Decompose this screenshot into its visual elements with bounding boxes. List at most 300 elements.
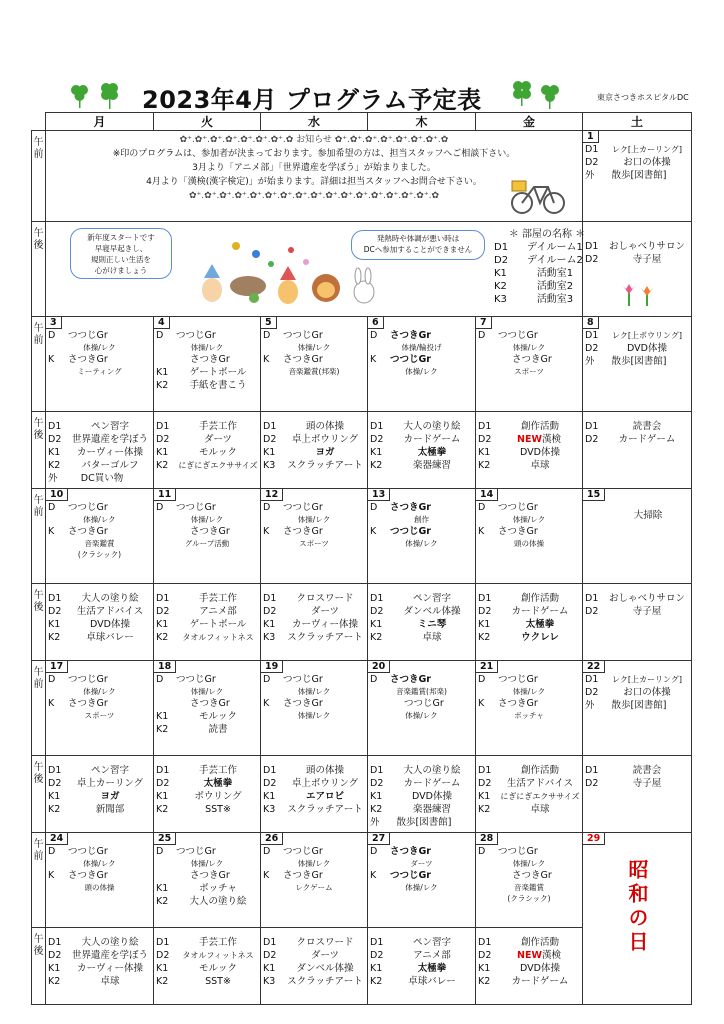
activity-line: K1 エアロビ (263, 791, 344, 802)
day-number: 21 (476, 661, 498, 673)
day-pm-cell (261, 412, 368, 489)
activity-line: 大掃除 (633, 510, 663, 521)
weekday-fri: 金 (476, 113, 583, 131)
activity-detail: 音楽鑑賞 (514, 883, 544, 892)
group-line: さつきGr (190, 870, 230, 881)
group-line: K さつきGr (48, 354, 108, 365)
activity-line: D2 寺子屋 (585, 778, 662, 789)
activity-line: D2 アニメ部 (156, 606, 237, 617)
activity-detail: 体操/レク (190, 343, 224, 352)
activity-name: 漢検 (541, 434, 561, 445)
day-pm-cell (476, 584, 583, 661)
activity-detail: 頭の体操 (514, 539, 544, 548)
activity-line: K1 太極拳 (478, 619, 555, 630)
day-number: 8 (583, 317, 599, 329)
activity-line: K3 スクラッチアート (263, 976, 363, 987)
group-line: K つつじGr (370, 870, 431, 881)
activity-detail: 体操/輪投げ (401, 343, 442, 352)
speech-bubble-right: 発熱時や体調が悪い時は DCへ参加することができません (351, 230, 485, 260)
activity-line: K1 DVD体操 (478, 447, 560, 458)
day-am-cell (154, 833, 261, 928)
activity-line: K2 新聞部 (48, 804, 125, 815)
side-am: 午 前 (32, 833, 46, 928)
day-am-cell (261, 833, 368, 928)
activity-line: K2 にぎにぎエクササイズ (156, 460, 258, 471)
notice-line1: ※印のプログラムは、参加者が決まっております。参加希望の方は、担当スタッフへご相談下さい。 (112, 149, 516, 159)
activity-line: D2 ダーツ (156, 434, 233, 445)
group-line: K さつきGr (263, 870, 323, 881)
tulip-icon (619, 282, 659, 306)
activity-line: K3 スクラッチアート (263, 632, 363, 643)
activity-line: D2 世界遺産を学ぼう (48, 950, 148, 961)
activity-line: K1 太極拳 (370, 447, 447, 458)
activity-line: D1 おしゃべりサロン (585, 241, 685, 252)
activity-line: K1 カーヴィー体操 (263, 619, 358, 630)
activity-line: D2 カードゲーム (585, 434, 676, 445)
group-line: さつきGr (512, 870, 552, 881)
group-line: K さつきGr (263, 526, 323, 537)
day-number: 6 (368, 317, 384, 329)
day-pm-cell (261, 584, 368, 661)
activity-line: K2 SST※ (156, 804, 231, 815)
day-am-cell (46, 489, 154, 584)
activity-line: K3 スクラッチアート (263, 804, 363, 815)
activity-line: D1 創作活動 (478, 765, 559, 776)
day-am-cell (476, 317, 583, 412)
activity-line: D1 大人の塗り絵 (48, 593, 139, 604)
group-line: さつきGr (190, 526, 230, 537)
activity-line: K2 手紙を書こう (156, 380, 247, 391)
activity-line: K2 卓球バレー (48, 632, 134, 643)
activity-line: D2 ダンベル体操 (370, 606, 461, 617)
group-line: D つつじGr (478, 502, 538, 513)
activity-line: K1 カーヴィー体操 (48, 447, 143, 458)
day-number: 13 (368, 489, 390, 501)
group-line: D つつじGr (156, 502, 216, 513)
activity-line: D1 レク[上ボウリング] (585, 330, 682, 341)
speech-bubble-left: 新年度スタートです 早寝早起きし、 規則正しい生活を 心がけましょう (70, 228, 172, 279)
group-line: D つつじGr (263, 674, 323, 685)
group-line: K さつきGr (478, 698, 538, 709)
activity-detail: 体操/レク (512, 687, 546, 696)
room-item: D1 デイルーム1 (494, 242, 583, 253)
side-pm: 午 後 (32, 412, 46, 489)
activity-detail: 体操/レク (297, 687, 331, 696)
activity-detail: 体操/レク (512, 515, 546, 524)
activity-detail: スポーツ (84, 711, 115, 720)
weekday-thu: 木 (368, 113, 476, 131)
group-line: D つつじGr (478, 674, 538, 685)
activity-line: D2 生活アドバイス (478, 778, 574, 789)
schedule-table (31, 112, 692, 1005)
weekday-tue: 火 (154, 113, 261, 131)
org-name: 東京さつきホスピタルDC (597, 93, 689, 102)
side-pm: 午 後 (32, 756, 46, 833)
activity-line: 外 散歩[図書館] (370, 817, 452, 828)
activity-line: D1 創作活動 (478, 937, 559, 948)
day-number: 24 (46, 833, 68, 845)
activity-detail: 体操/レク (190, 687, 224, 696)
activity-line: D2 ダーツ (263, 606, 340, 617)
activity-line: D2 アニメ部 (370, 950, 451, 961)
side-pm: 午 後 (32, 584, 46, 661)
weekday-wed: 水 (261, 113, 368, 131)
activity-line: K2 卓球 (478, 460, 550, 471)
activity-line: K1 ミニ琴 (370, 619, 447, 630)
room-item: K3 活動室3 (494, 294, 574, 305)
clover-icon (512, 78, 564, 110)
day-pm-cell (368, 756, 476, 833)
activity-detail: 体操/レク (83, 515, 116, 524)
activity-detail: 体操/レク (405, 367, 438, 376)
activity-line: 外 散歩[図書館] (585, 170, 667, 181)
activity-detail: 体操/レク (297, 343, 331, 352)
activity-line: K2 楽器練習 (370, 460, 451, 471)
day-number: 1 (583, 131, 599, 143)
day-pm-cell (368, 584, 476, 661)
activity-line: K2 卓球 (48, 976, 120, 987)
group-line: K さつきGr (48, 870, 108, 881)
group-line: K つつじGr (370, 526, 431, 537)
activity-line: K1 DVD体操 (48, 619, 130, 630)
notice-line3: 4月より「漢検(漢字検定)」が始まります。詳細は担当スタッフへお問合せ下さい。 (146, 177, 482, 187)
activity-line: D1 ペン習字 (48, 765, 129, 776)
side-am: 午 前 (32, 131, 46, 222)
day-am-cell (476, 833, 583, 928)
day-number: 26 (261, 833, 283, 845)
room-item: D2 デイルーム2 (494, 255, 583, 266)
activity-line: K1 モルック (156, 963, 237, 974)
day-number: 18 (154, 661, 176, 673)
week-am-row (32, 317, 692, 412)
activity-line: D2 NEW漢検 (478, 950, 561, 961)
side-pm: 午 後 (32, 928, 46, 1005)
activity-line: D1 ペン習字 (370, 937, 451, 948)
day-pm-cell (154, 928, 261, 1005)
day-number: 3 (46, 317, 62, 329)
animals-illustration (196, 242, 386, 308)
group-line: さつきGr (190, 698, 230, 709)
activity-line: K1 ヨガ (263, 447, 335, 458)
day-am-cell (154, 317, 261, 412)
activity-line: D2 NEW漢検 (478, 434, 561, 445)
activity-line: D2 寺子屋 (585, 254, 662, 265)
day-number: 10 (46, 489, 68, 501)
activity-detail: 体操/レク (83, 343, 116, 352)
illustration-area (46, 222, 586, 317)
activity-detail: 音楽鑑賞(邦楽) (396, 687, 447, 696)
day-number: 22 (583, 661, 605, 673)
group-line: D つつじGr (263, 846, 323, 857)
day-am-cell (154, 661, 261, 756)
day-am-cell (368, 489, 476, 584)
day-pm-cell (583, 756, 692, 833)
group-line: D さつきGr (370, 502, 431, 513)
day-pm-cell (46, 756, 154, 833)
day-number: 4 (154, 317, 170, 329)
day-pm-cell (583, 412, 692, 489)
activity-line: D1 レク[上カーリング] (585, 674, 682, 685)
day-number: 17 (46, 661, 68, 673)
activity-detail: 音楽鑑賞 (84, 539, 115, 548)
group-line: D つつじGr (48, 674, 108, 685)
side-am: 午 前 (32, 661, 46, 756)
activity-detail: ボッチャ (514, 711, 544, 720)
day-pm-cell (583, 584, 692, 661)
day-number: 20 (368, 661, 390, 673)
activity-detail: ダーツ (410, 859, 433, 868)
activity-line: D1 大人の塗り絵 (370, 421, 461, 432)
activity-line: D2 卓上ボウリング (263, 434, 359, 445)
group-line: つつじGr (404, 698, 444, 709)
day-pm-cell (476, 928, 583, 1005)
activity-detail: 音楽鑑賞(邦楽) (288, 367, 340, 376)
activity-detail: 体操/レク (405, 883, 438, 892)
activity-line: D2 世界遺産を学ぼう (48, 434, 148, 445)
activity-line: D2 お口の体操 (585, 157, 671, 168)
activity-line: D1 レク[上カーリング] (585, 144, 682, 155)
activity-line: D1 創作活動 (478, 593, 559, 604)
day-number: 7 (476, 317, 492, 329)
activity-line: K1 ゲートボール (156, 619, 247, 630)
activity-line: K2 卓球 (478, 804, 550, 815)
day-pm-cell (261, 928, 368, 1005)
activity-line: K3 スクラッチアート (263, 460, 363, 471)
day-number: 19 (261, 661, 283, 673)
activity-line: 外 散歩[図書館] (585, 700, 667, 711)
week-pm-row (32, 584, 692, 661)
activity-line: D1 クロスワード (263, 937, 354, 948)
day-number: 25 (154, 833, 176, 845)
activity-detail: 体操/レク (297, 515, 331, 524)
week-pm-row (32, 412, 692, 489)
activity-detail: 体操/レク (297, 711, 331, 720)
day-number: 15 (583, 489, 605, 501)
day-am-cell (261, 661, 368, 756)
activity-line: D2 生活アドバイス (48, 606, 144, 617)
clover-icon (68, 80, 128, 110)
notice-line2: 3月より「アニメ部」「世界遺産を学ぼう」が始まりました。 (192, 163, 436, 173)
activity-name: 漢検 (541, 950, 561, 961)
day-am-cell (154, 489, 261, 584)
notice-box (46, 131, 583, 222)
side-pm: 午 後 (32, 222, 46, 317)
day-am-cell (583, 489, 692, 584)
activity-detail: 創作 (414, 515, 429, 524)
day-am-cell (261, 317, 368, 412)
day-am-cell (46, 661, 154, 756)
side-am: 午 前 (32, 317, 46, 412)
activity-line: K2 大人の塗り絵 (156, 896, 247, 907)
day-pm-cell (476, 412, 583, 489)
group-line: K さつきGr (478, 526, 538, 537)
activity-line: D1 おしゃべりサロン (585, 593, 685, 604)
group-line: D つつじGr (478, 330, 538, 341)
activity-line: D1 大人の塗り絵 (48, 937, 139, 948)
holiday-label: 昭和の日 (625, 859, 649, 955)
activity-line: K1 太極拳 (370, 963, 447, 974)
activity-line: K2 楽器練習 (370, 804, 451, 815)
activity-line: D2 太極拳 (156, 778, 233, 789)
day-am-cell (368, 833, 476, 928)
activity-detail: グループ活動 (184, 539, 230, 548)
activity-line: D2 カードゲーム (370, 778, 461, 789)
activity-line: K1 ヨガ (48, 791, 120, 802)
week-am-row (32, 833, 692, 928)
activity-line: K2 卓球バレー (370, 976, 456, 987)
day-am-cell (46, 833, 154, 928)
day-number: 12 (261, 489, 283, 501)
sat1-pm-cell (583, 222, 692, 317)
group-line: D つつじGr (48, 330, 108, 341)
day-pm-cell (46, 928, 154, 1005)
activity-line: K2 パターゴルフ (48, 460, 139, 471)
activity-line: D1 大人の塗り絵 (370, 765, 461, 776)
group-line: K つつじGr (370, 354, 431, 365)
activity-line: D1 頭の体操 (263, 421, 344, 432)
activity-detail: 体操/レク (83, 859, 116, 868)
activity-line: K1 ゲートボール (156, 367, 247, 378)
activity-detail: 体操/レク (512, 343, 546, 352)
day-number: 29 (583, 833, 605, 845)
group-line: D つつじGr (48, 502, 108, 513)
activity-line: K2 卓球 (370, 632, 442, 643)
corner (32, 113, 46, 131)
activity-detail: 体操/レク (190, 859, 224, 868)
day-am-cell (368, 317, 476, 412)
activity-line: D2 タオルフィットネス (156, 950, 254, 961)
room-legend-title: ＊ 部屋の名称 ＊ (508, 229, 586, 240)
activity-line: D2 寺子屋 (585, 606, 662, 617)
group-line: D さつきGr (370, 846, 431, 857)
activity-detail: レクゲーム (295, 883, 333, 892)
activity-line: K1 ボッチャ (156, 883, 237, 894)
activity-line: K1 カーヴィー体操 (48, 963, 143, 974)
activity-line: D1 手芸工作 (156, 421, 237, 432)
notice-deco-bottom: ✿⁺.✿⁺.✿⁺.✿⁺.✿⁺.✿⁺.✿⁺.✿⁺.✿⁺.✿⁺.✿⁺.✿⁺.✿⁺.✿⁺.✿⁺.✿⁺.✿ (189, 191, 439, 201)
activity-detail: スポーツ (514, 367, 544, 376)
day-pm-cell (368, 928, 476, 1005)
day-pm-cell (46, 584, 154, 661)
day-number: 28 (476, 833, 498, 845)
activity-detail: 体操/レク (405, 539, 438, 548)
activity-detail: 体操/レク (190, 515, 224, 524)
weekday-sat: 土 (583, 113, 692, 131)
day-number: 11 (154, 489, 176, 501)
activity-line: D2 ダーツ (263, 950, 340, 961)
activity-line: D2 お口の体操 (585, 687, 671, 698)
day-number: 5 (261, 317, 277, 329)
notice-deco-top: ✿⁺.✿⁺.✿⁺.✿⁺.✿⁺.✿⁺.✿⁺.✿ お知らせ ✿⁺.✿⁺.✿⁺.✿⁺.✿⁺.✿⁺.✿⁺.✿ (179, 135, 449, 145)
group-line: D つつじGr (48, 846, 108, 857)
activity-detail: (クラシック) (77, 550, 122, 559)
day-am-cell (583, 661, 692, 756)
activity-line: D2 卓上カーリング (48, 778, 144, 789)
group-line: K さつきGr (263, 354, 323, 365)
activity-line: K2 ウクレレ (478, 632, 559, 643)
activity-line: D1 読書会 (585, 421, 662, 432)
activity-line: D2 卓上ボウリング (263, 778, 359, 789)
activity-line: D1 頭の体操 (263, 765, 344, 776)
activity-line: K1 ボウリング (156, 791, 242, 802)
day-number: 14 (476, 489, 498, 501)
group-line: D つつじGr (156, 330, 216, 341)
day-pm-cell (154, 412, 261, 489)
activity-line: K2 SST※ (156, 976, 231, 987)
group-line: K さつきGr (263, 698, 323, 709)
activity-line: D2 カードゲーム (370, 434, 461, 445)
activity-detail: スポーツ (299, 539, 329, 548)
group-line: D つつじGr (478, 846, 538, 857)
activity-line: D2 DVD体操 (585, 343, 667, 354)
group-line: D つつじGr (156, 674, 216, 685)
group-line: D つつじGr (263, 502, 323, 513)
activity-detail: 体操/レク (512, 859, 546, 868)
day-am-cell (583, 833, 692, 1005)
activity-line: D1 手芸工作 (156, 593, 237, 604)
day-pm-cell (46, 412, 154, 489)
activity-line: K1 モルック (156, 711, 237, 722)
day-am-cell (46, 317, 154, 412)
page-title: 2023年4月 プログラム予定表 (142, 86, 482, 114)
activity-line: D2 カードゲーム (478, 606, 569, 617)
group-line: K さつきGr (48, 698, 108, 709)
day-pm-cell (476, 756, 583, 833)
activity-line: 外 散歩[図書館] (585, 356, 667, 367)
day-am-cell (476, 489, 583, 584)
group-line: D つつじGr (156, 846, 216, 857)
activity-line: K2 カードゲーム (478, 976, 569, 987)
activity-line: K1 にぎにぎエクササイズ (478, 791, 580, 802)
activity-detail: 体操/レク (405, 711, 438, 720)
activity-detail: 頭の体操 (84, 883, 115, 892)
activity-line: D1 ペン習字 (48, 421, 129, 432)
room-item: K2 活動室2 (494, 281, 574, 292)
week-pm-row (32, 756, 692, 833)
weekday-mon: 月 (46, 113, 154, 131)
activity-line: 外 DC買い物 (48, 473, 124, 484)
day-am-cell (476, 661, 583, 756)
activity-line: D1 読書会 (585, 765, 662, 776)
activity-line: D1 ペン習字 (370, 593, 451, 604)
bicycle-icon (508, 175, 568, 215)
day-am-cell (583, 317, 692, 412)
group-line: D さつきGr (370, 674, 431, 685)
day-pm-cell (368, 412, 476, 489)
activity-line: K1 DVD体操 (478, 963, 560, 974)
week-am-row (32, 489, 692, 584)
group-line: さつきGr (512, 354, 552, 365)
day-pm-cell (154, 584, 261, 661)
day-am-cell (368, 661, 476, 756)
activity-detail: 体操/レク (297, 859, 331, 868)
activity-line: D1 手芸工作 (156, 937, 237, 948)
day-pm-cell (261, 756, 368, 833)
sat1-am-cell (583, 131, 692, 222)
activity-line: K1 ダンベル体操 (263, 963, 354, 974)
day-pm-cell (154, 756, 261, 833)
activity-line: K2 タオルフィットネス (156, 632, 254, 643)
group-line: K さつきGr (48, 526, 108, 537)
activity-detail: (クラシック) (507, 894, 551, 903)
activity-line: K2 読書 (156, 724, 228, 735)
room-item: K1 活動室1 (494, 268, 574, 279)
group-line: D さつきGr (370, 330, 431, 341)
day-number: 27 (368, 833, 390, 845)
week-am-row (32, 661, 692, 756)
activity-line: D1 クロスワード (263, 593, 354, 604)
activity-line: K1 モルック (156, 447, 237, 458)
